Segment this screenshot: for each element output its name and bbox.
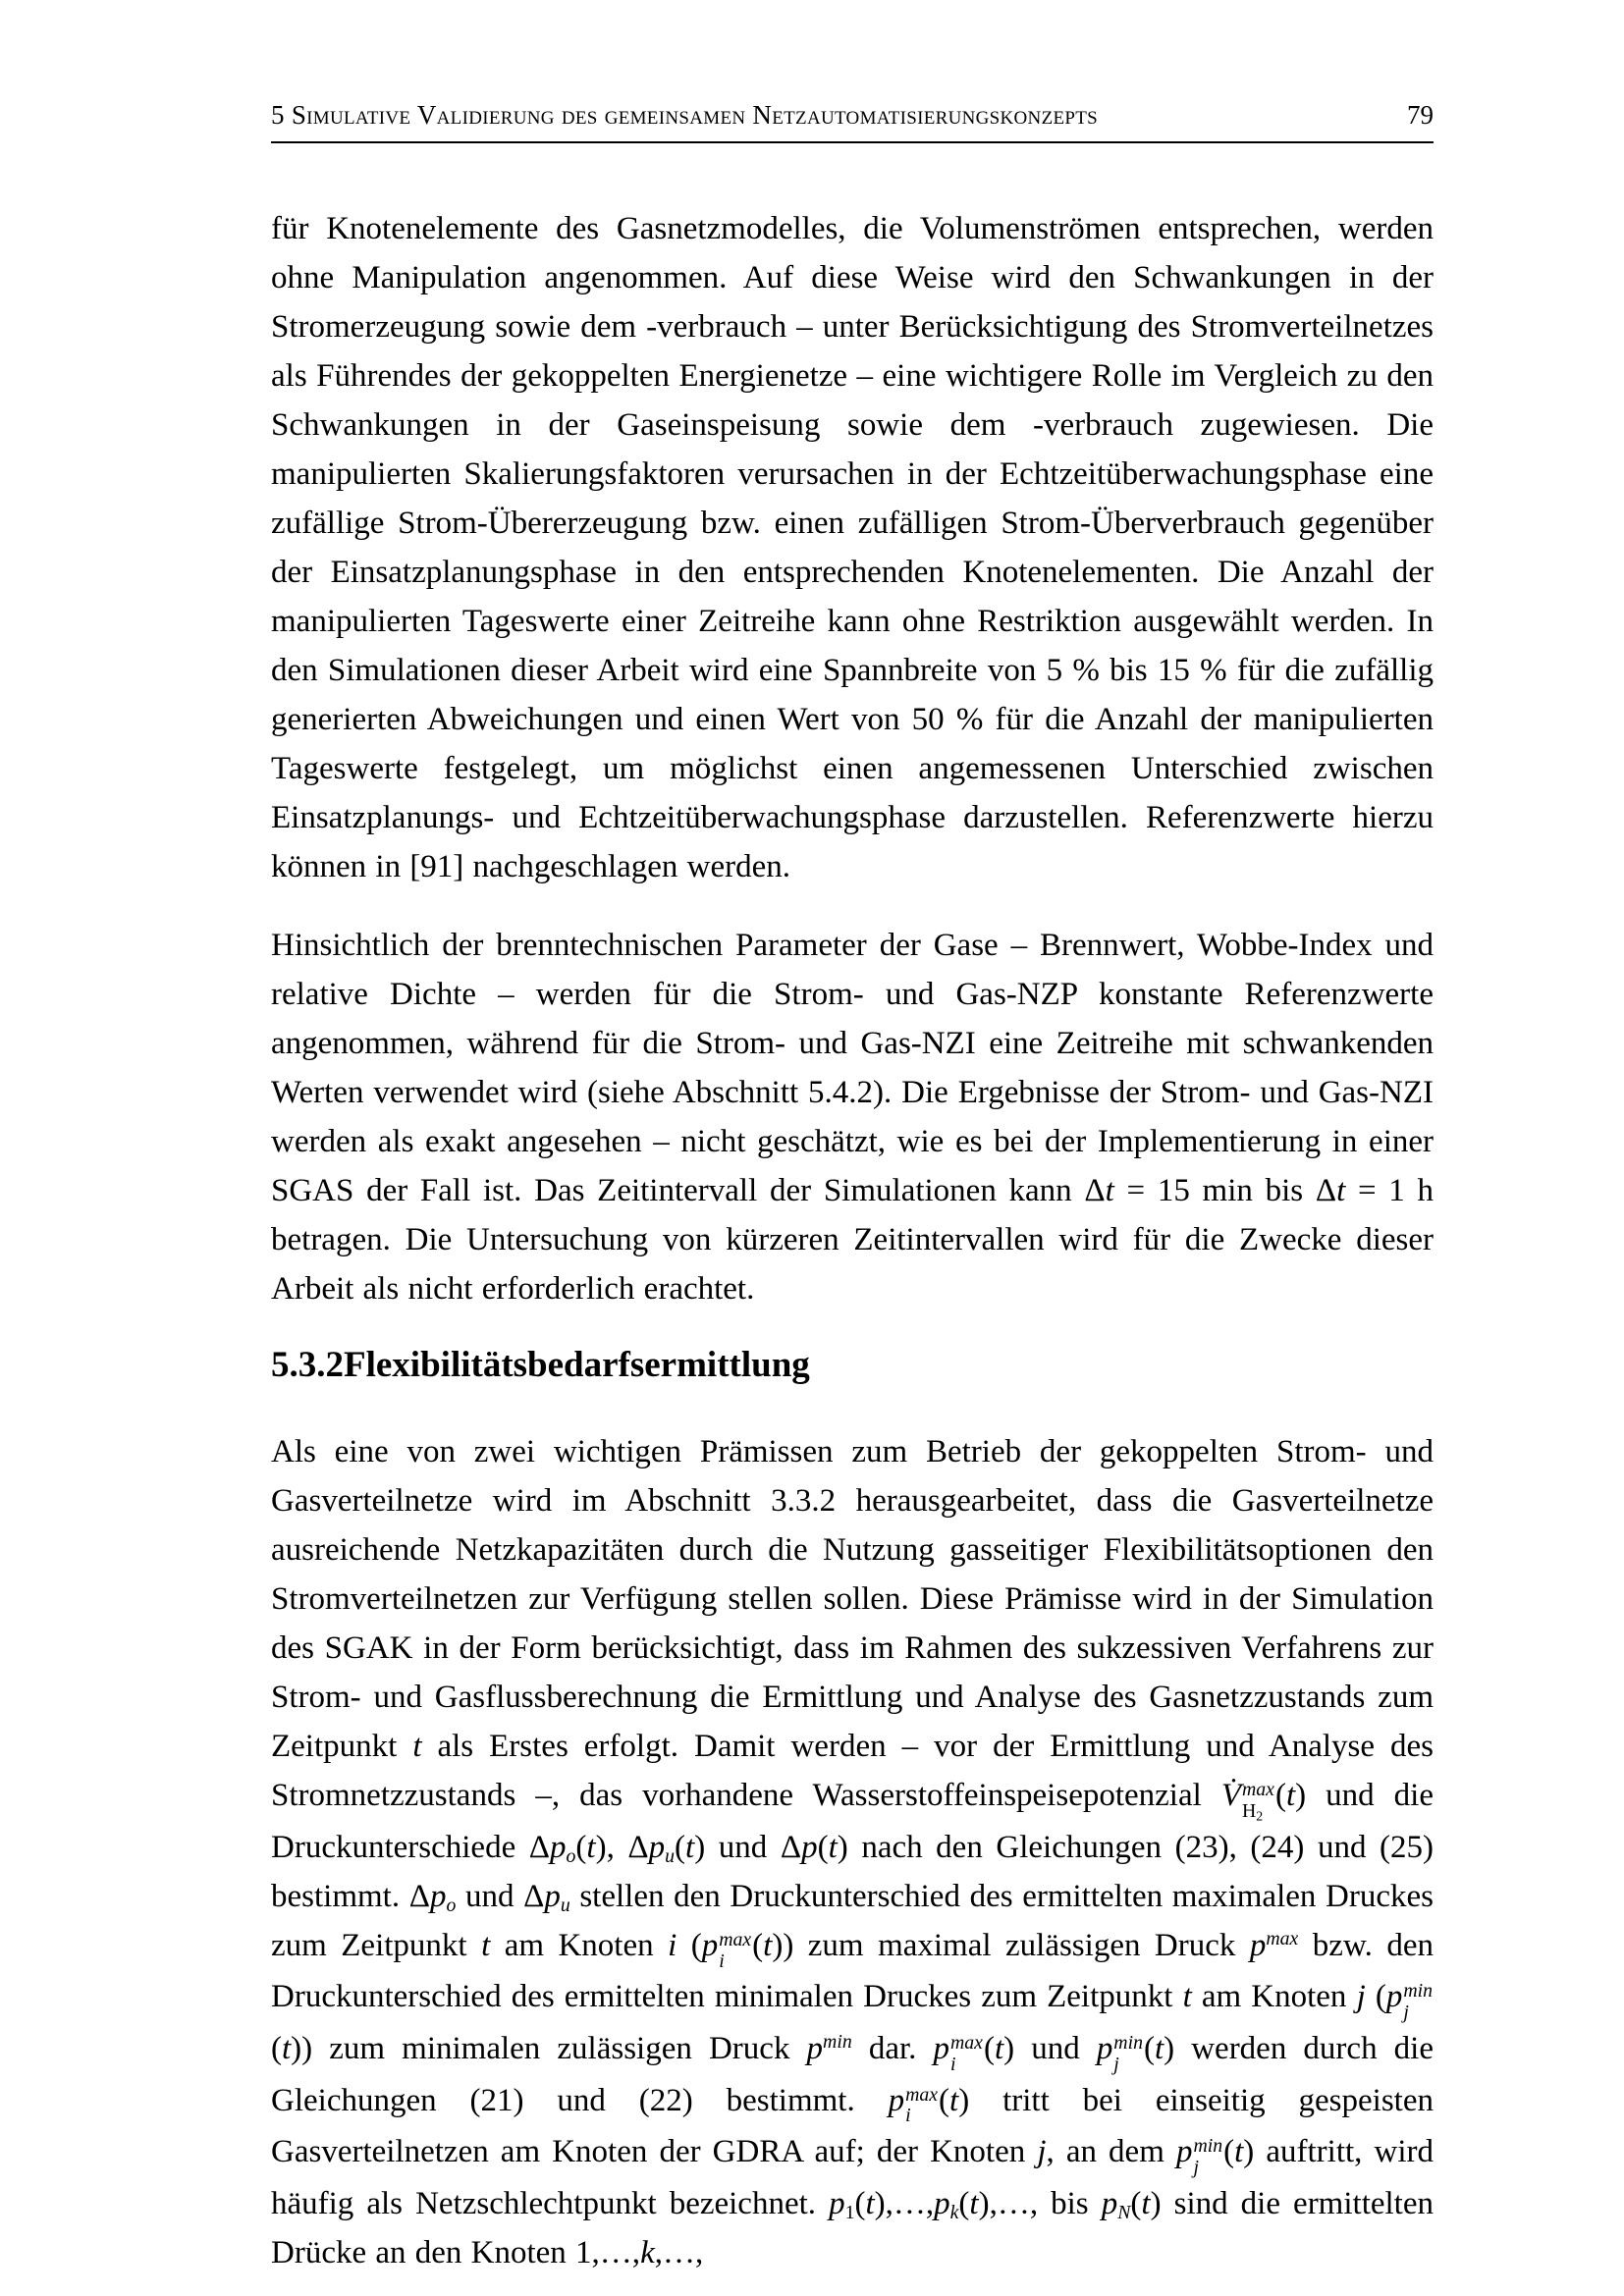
paragraph-scaling-factors: für Knotenelemente des Gasnetzmodelles, die Volumenströmen entsprechen, werden ohne Manipulation angenommen. Auf diese Weise wird den Schwankungen in der Stromerzeugung sowie dem -verbrauch – unter Berücksichtigung des Stromverteilnetzes als Führendes der gekoppelten Energienetze – eine wichtigere Rolle im Vergleich zu den Schwankungen in der Gaseinspeisung sowie dem -verbrauch zugewiesen. Die manipulierten Skalierungsfaktoren verursachen in der Echtzeitüberwachungsphase eine zufällige Strom-Übererzeugung bzw. einen zufälligen Strom-Überverbrauch gegenüber der Einsatzplanungsphase in den entsprechenden Knotenelementen. Die Anzahl der manipulierten Tageswerte einer Zeitreihe kann ohne Restriktion ausgewählt werden. In den Simulationen dieser Arbeit wird eine Spannbreite von 5 % bis 15 % für die zufällig generierten Abweichungen und einen Wert von 50 % für die Anzahl der manipulierten Tageswerte festgelegt, um möglichst einen angemessenen Unterschied zwischen Einsatzplanungs- und Echtzeitüberwachungsphase darzustellen. Referenzwerte hierzu können in [91] nachgeschlagen werden. xyxy=(271,211,1434,884)
chapter-title: 5 Simulative Validierung des gemeinsamen Netzautomatisierungskonzepts xyxy=(271,100,1099,130)
page-content xyxy=(271,0,1434,2277)
section-heading-number: 5.3.2 xyxy=(271,1345,344,1385)
section-heading-title: Flexibilitätsbedarfsermittlung xyxy=(344,1345,810,1385)
page-number: 79 xyxy=(1407,100,1434,130)
section-heading xyxy=(271,1343,1434,1388)
paragraph-flexibility-determination: Als eine von zwei wichtigen Prämissen zum Betrieb der gekoppelten Strom- und Gasverteilnetze wird im Abschnitt 3.3.2 herausgearbeitet, dass die Gasverteilnetze ausreichende Netzkapazitäten durch die Nutzung gasseitiger Flexibilitätsoptionen den Stromverteilnetzen zur Verfügung stellen sollen. Diese Prämisse wird in der Simulation des SGAK in der Form berücksichtigt, dass im Rahmen des sukzessiven Verfahrens zur Strom- und Gasflussberechnung die Ermittlung und Analyse des Gasnetzzustands zum Zeitpunkt t als Erstes erfolgt. Damit werden – vor der Ermittlung und Analyse des Stromnetzzustands –, das vorhandene Wasserstoffeinspeisepotenzial V̇ max $H_2$ (t) und die Druckunterschiede $\Delta p_o(t)$, $\Delta p_u(t)$ und Δp(t) nach den Gleichungen (23), (24) und (25) bestimmt. $\Delta p_o$ und $\Delta p_u$ stellen den Druckunterschied des ermittelten maximalen Druckes zum Zeitpunkt t am Knoten i (p max i (t)) zum maximal zulässigen Druck $p^{max}$ bzw. den Druckunterschied des ermittelten minimalen Druckes zum Zeitpunkt t am Knoten j (p min j (t)) zum minimalen zulässigen Druck $p^{min}$ dar. p max i (t) und p min j (t) werden durch die Gleichungen (21) und (22) bestimmt. p max i (t) tritt bei einseitig gespeisten Gasverteilnetzen am Knoten der GDRA auf; der Knoten j, an dem p min j (t) auftritt, wird häufig als Netzschlechtpunkt bezeichnet. $p_1(t),\dots,p_k(t),\dots$, bis $p_N(t)$ sind die ermittelten Drücke an den Knoten 1,…,k,…, xyxy=(271,1434,1435,2270)
running-header xyxy=(271,98,1434,143)
paragraph-gas-parameters: Hinsichtlich der brenntechnischen Parameter der Gase – Brennwert, Wobbe-Index und relative Dichte – werden für die Strom- und Gas-NZP konstante Referenzwerte angenommen, während für die Strom- und Gas-NZI eine Zeitreihe mit schwankenden Werten verwendet wird (siehe Abschnitt 5.4.2). Die Ergebnisse der Strom- und Gas-NZI werden als exakt angesehen – nicht geschätzt, wie es bei der Implementierung in einer SGAS der Fall ist. Das Zeitintervall der Simulationen kann Δt = 15 min bis Δt = 1 h betragen. Die Untersuchung von kürzeren Zeitintervallen wird für die Zwecke dieser Arbeit als nicht erforderlich erachtet. xyxy=(271,928,1434,1307)
